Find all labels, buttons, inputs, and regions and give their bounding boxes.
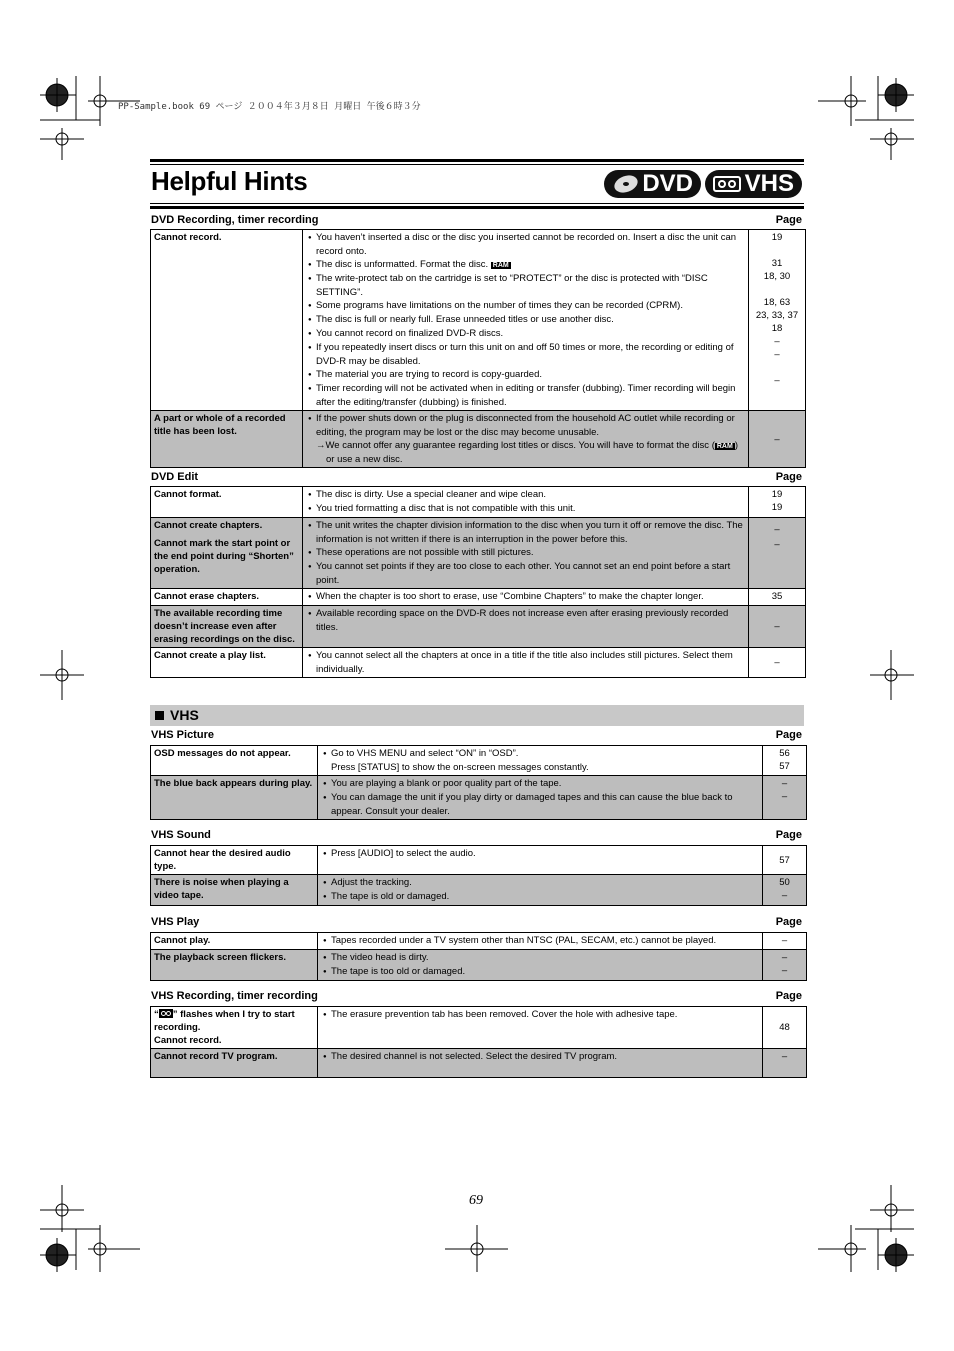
page-title: Helpful Hints <box>151 166 308 196</box>
page-cell <box>749 487 806 518</box>
table-row <box>151 1007 807 1049</box>
table-row <box>151 875 807 906</box>
section-heading-vhs-play <box>151 916 802 928</box>
cassette-icon <box>159 1009 173 1018</box>
problem-cell: The available recording time doesn’t increase even after erasing recordings on the disc. <box>151 606 303 648</box>
square-bullet-icon <box>155 711 164 720</box>
page-cell <box>763 776 807 820</box>
table-row <box>151 518 806 589</box>
list-item: ● The erasure prevention tab has been removed. Cover the hole with adhesive tape. <box>321 1008 759 1022</box>
page-ref: – <box>781 952 788 963</box>
solution-cell <box>303 589 749 606</box>
page-column-label: Page <box>775 990 802 1002</box>
list-item: ● The unit writes the chapter division information to the disc when you turn it off or remove the disc. The information is not written if there is an interruption in the power before this. <box>306 519 745 546</box>
table-row <box>151 487 806 518</box>
table-row <box>151 606 806 648</box>
page-cell: – <box>763 933 807 950</box>
solution-cell <box>318 1049 763 1078</box>
page-ref: – <box>774 349 780 360</box>
page-ref: 18, 30 <box>763 271 791 282</box>
problem-cell: OSD messages do not appear. <box>151 746 318 776</box>
list-item: ● Go to VHS MENU and select “ON” in “OSD”. <box>321 747 759 761</box>
solution-cell <box>318 1007 763 1049</box>
solution-cell <box>318 846 763 875</box>
problem-cell: The blue back appears during play. <box>151 776 318 820</box>
item-text: The disc is unformatted. Format the disc. <box>316 259 489 270</box>
table-row <box>151 746 807 776</box>
page-column-label: Page <box>775 214 802 226</box>
solution-cell <box>303 411 749 468</box>
page-ref: 18 <box>771 323 783 334</box>
problem-text: Cannot mark the start point or the end point during “Shorten” operation. <box>154 538 294 575</box>
table-vhs-picture <box>150 745 807 820</box>
problem-cell: Cannot play. <box>151 933 318 950</box>
page-cell <box>749 230 806 411</box>
problem-cell <box>151 518 303 589</box>
list-item: ● The material you are trying to record is copy-guarded. <box>306 368 745 382</box>
section-title: DVD Edit <box>151 471 199 483</box>
table-row <box>151 776 807 820</box>
table-dvd-recording <box>150 229 806 468</box>
table-row <box>151 411 806 468</box>
problem-cell: Cannot record. <box>151 230 303 411</box>
problem-text-rest: ” flashes when I try to start recording. <box>154 1009 295 1033</box>
page-ref: 50 <box>779 877 790 888</box>
page-ref: – <box>774 375 780 386</box>
print-header: PP-Sample.book 69 ページ ２００４年３月８日 月曜日 午後６時３分 <box>118 102 421 112</box>
page-cell: – <box>749 606 806 648</box>
problem-text <box>154 1008 314 1034</box>
problem-cell: Cannot hear the desired audio type. <box>151 846 318 875</box>
page-column-label: Page <box>775 829 802 841</box>
table-row <box>151 648 806 678</box>
list-item: ● If you repeatedly insert discs or turn this unit on and off 50 times or more, the recording or editing of DVD-R may be disabled. <box>306 341 745 368</box>
section-title: VHS Sound <box>151 829 211 841</box>
page-ref: 56 <box>779 748 790 759</box>
vhs-badge <box>705 170 802 198</box>
problem-cell: A part or whole of a recorded title has been lost. <box>151 411 303 468</box>
solution-cell <box>318 746 763 776</box>
list-item: ● The disc is dirty. Use a special cleaner and wipe clean. <box>306 488 745 502</box>
solution-cell <box>303 518 749 589</box>
vhs-badge-label: VHS <box>744 170 794 197</box>
solution-cell <box>303 487 749 518</box>
problem-cell: Cannot create a play list. <box>151 648 303 678</box>
list-item: ● You cannot set points if they are too close to each other. You cannot set an end point before a start point. <box>306 560 745 587</box>
title-rule-top <box>150 159 804 162</box>
page-ref: 23, 33, 37 <box>755 310 799 321</box>
list-item: ● Some programs have limitations on the number of times they can be recorded (CPRM). <box>306 299 745 313</box>
list-item: ● These operations are not possible with still pictures. <box>306 546 745 560</box>
section-title: VHS Picture <box>151 729 214 741</box>
page-number: 69 <box>469 1193 483 1208</box>
solution-cell <box>318 933 763 950</box>
list-item: ● The video head is dirty. <box>321 951 759 965</box>
list-item: ● The desired channel is not selected. Select the desired TV program. <box>321 1050 759 1064</box>
problem-text: Cannot record. <box>154 1035 222 1046</box>
list-item: ● The tape is old or damaged. <box>321 890 759 904</box>
vhs-section-title: VHS <box>170 707 199 723</box>
page-column-label: Page <box>775 916 802 928</box>
table-vhs-recording <box>150 1006 807 1078</box>
page-ref: – <box>781 778 788 789</box>
table-row <box>151 230 806 411</box>
problem-cell: The playback screen flickers. <box>151 950 318 981</box>
page-ref: 19 <box>771 232 783 243</box>
page-ref: 31 <box>771 258 783 269</box>
section-title: DVD Recording, timer recording <box>151 214 319 226</box>
table-dvd-edit <box>150 486 806 678</box>
list-item: ● Tapes recorded under a TV system other than NTSC (PAL, SECAM, etc.) cannot be played. <box>321 934 759 948</box>
note-text: ) or use a new disc. <box>326 440 738 465</box>
table-vhs-play <box>150 932 807 981</box>
solution-cell <box>303 648 749 678</box>
list-item: ● Available recording space on the DVD-R does not increase even after erasing previously recorded titles. <box>306 607 745 634</box>
solution-cell <box>318 875 763 906</box>
section-heading-dvd-edit <box>151 471 802 483</box>
section-title: VHS Play <box>151 916 200 928</box>
list-item: ● You are playing a blank or poor quality part of the tape. <box>321 777 759 791</box>
problem-cell: Cannot erase chapters. <box>151 589 303 606</box>
list-item: ● Adjust the tracking. <box>321 876 759 890</box>
solution-cell <box>318 950 763 981</box>
list-item: ● When the chapter is too short to erase, use “Combine Chapters” to make the chapter longer. <box>306 590 745 604</box>
page-cell: – <box>763 1049 807 1078</box>
solution-cell <box>303 230 749 411</box>
list-item: ● Press [AUDIO] to select the audio. <box>321 847 759 861</box>
problem-cell: Cannot format. <box>151 487 303 518</box>
list-item: ● You tried formatting a disc that is not compatible with this unit. <box>306 502 745 516</box>
page-column-label: Page <box>775 729 802 741</box>
quote-open: “ <box>154 1009 159 1020</box>
page-ref: – <box>781 890 788 901</box>
problem-text: Cannot create chapters. <box>154 520 263 531</box>
list-item: ● You cannot record on finalized DVD-R discs. <box>306 327 745 341</box>
list-item <box>306 258 745 272</box>
table-row <box>151 589 806 606</box>
dvd-badge <box>604 170 701 198</box>
solution-cell <box>303 606 749 648</box>
list-item: ● You can damage the unit if you play dirty or damaged tapes and this can cause the blue back to appear. Consult your dealer. <box>321 791 759 818</box>
dvd-badge-label: DVD <box>642 170 693 197</box>
section-heading-vhs-recording <box>151 990 802 1002</box>
list-item: ● Timer recording will not be activated when in editing or transfer (dubbing). Timer recording will begin after the editing/transfer (dubbing) is finished. <box>306 382 745 409</box>
list-item: ● The tape is too old or damaged. <box>321 965 759 979</box>
page-cell: 48 <box>763 1007 807 1049</box>
list-item: ● If the power shuts down or the plug is disconnected from the household AC outlet while recording or editing, the program may be lost or the disc may become unusable. <box>306 412 745 439</box>
vhs-section-bar <box>150 705 804 726</box>
problem-cell: There is noise when playing a video tape. <box>151 875 318 906</box>
list-item: ● You cannot select all the chapters at once in a title if the title also includes still pictures. Select them individually. <box>306 649 745 676</box>
problem-cell <box>151 1007 318 1049</box>
page-cell: – <box>749 648 806 678</box>
page-ref: – <box>774 336 780 347</box>
note-text: We cannot offer any guarantee regarding lost titles or discs. You will have to format the disc ( <box>325 440 715 451</box>
page-ref: 19 <box>771 502 783 513</box>
item-continuation: Press [STATUS] to show the on-screen messages constantly. <box>331 762 589 773</box>
arrow-note: →We cannot offer any guarantee regarding lost titles or discs. You will have to format the disc ( RAM ) or use a new disc. <box>316 440 738 465</box>
cassette-icon <box>713 175 741 193</box>
table-vhs-sound <box>150 845 807 906</box>
list-item: ● You haven’t inserted a disc or the disc you inserted cannot be recorded on. Insert a disc the unit can record onto. <box>306 231 745 258</box>
disc-icon <box>612 175 640 193</box>
page-cell: – <box>749 411 806 468</box>
page-cell <box>763 746 807 776</box>
table-row <box>151 1049 807 1078</box>
page-ref: – <box>781 791 788 802</box>
table-row <box>151 950 807 981</box>
problem-cell: Cannot record TV program. <box>151 1049 318 1078</box>
section-heading-dvd-recording <box>151 214 802 226</box>
page-cell <box>749 518 806 589</box>
title-rule-bottom-thick <box>150 206 804 209</box>
page-cell: 35 <box>749 589 806 606</box>
list-item: ● The write-protect tab on the cartridge is set to “PROTECT” or the disc is protected with “DISC SETTING”. <box>306 272 745 299</box>
title-rule-bottom <box>150 203 804 204</box>
ram-tag: RAM <box>716 443 733 450</box>
page-column-label: Page <box>775 471 802 483</box>
table-row <box>151 933 807 950</box>
section-title: VHS Recording, timer recording <box>151 990 318 1002</box>
page-ref: – <box>781 965 788 976</box>
table-row <box>151 846 807 875</box>
section-heading-vhs-sound <box>151 829 802 841</box>
page-ref: – <box>774 524 780 535</box>
solution-cell <box>318 776 763 820</box>
page-ref: 18, 63 <box>763 297 791 308</box>
page-cell <box>763 950 807 981</box>
section-heading-vhs-picture <box>151 729 802 741</box>
page-ref: 19 <box>771 489 783 500</box>
page-ref: 57 <box>779 761 790 772</box>
page-cell: 57 <box>763 846 807 875</box>
page-cell <box>763 875 807 906</box>
ram-tag: RAM <box>492 262 509 269</box>
list-item: ● The disc is full or nearly full. Erase unneeded titles or use another disc. <box>306 313 745 327</box>
title-rule-top-thin <box>150 164 804 165</box>
page-ref: – <box>774 539 780 550</box>
